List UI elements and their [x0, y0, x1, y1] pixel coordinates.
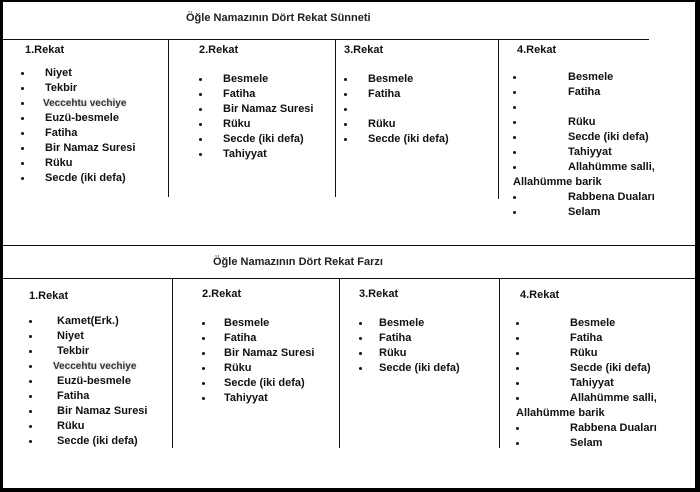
sunnet-column-4 — [513, 44, 655, 218]
list-item: Fatiha — [202, 331, 314, 346]
sunnet-column-2-heading: 2.Rekat — [199, 44, 239, 56]
farz-top-rule — [3, 278, 695, 279]
list-item: Secde (iki defa) — [516, 361, 657, 376]
farz-column-2-heading: 2.Rekat — [202, 288, 242, 300]
list-item: Besmele — [359, 316, 460, 331]
list-item: Fatiha — [513, 85, 655, 100]
farz-divider-3 — [499, 278, 500, 448]
farz-column-4-heading: 4.Rekat — [520, 289, 560, 301]
farz-column-3-heading: 3.Rekat — [359, 288, 399, 300]
list-item: Rabbena Duaları — [513, 190, 655, 205]
list-item: Rüku — [202, 361, 314, 376]
list-item: Rüku — [199, 117, 313, 132]
list-item: Kamet(Erk.) — [29, 314, 147, 329]
list-item: Secde (iki defa) — [359, 361, 460, 376]
list-item: Selam — [516, 436, 657, 451]
farz-column-2 — [202, 288, 315, 404]
list-item: Secde (iki defa) — [344, 132, 449, 147]
farz-title: Öğle Namazının Dört Rekat Farzı — [213, 256, 383, 268]
farz-column-1-heading: 1.Rekat — [29, 290, 69, 302]
list-item: Bir Namaz Suresi — [19, 141, 135, 156]
farz-column-1 — [29, 290, 148, 447]
list-item: Rüku — [19, 156, 135, 171]
list-item — [513, 100, 655, 115]
list-item: Rüku — [516, 346, 657, 361]
document-page — [3, 2, 695, 488]
list-item: Niyet — [29, 329, 147, 344]
list-item: Secde (iki defa) — [199, 132, 313, 147]
list-item: Veccehtu vechiye — [29, 359, 147, 374]
list-item: Rüku — [359, 346, 460, 361]
farz-column-3 — [359, 288, 460, 374]
list-item: Secde (iki defa) — [202, 376, 314, 391]
list-item: Fatiha — [344, 87, 449, 102]
list-item: Tahiyyat — [513, 145, 655, 160]
list-item: Fatiha — [199, 87, 313, 102]
sunnet-column-3 — [344, 44, 449, 145]
list-item: Besmele — [199, 72, 313, 87]
sunnet-column-1-heading: 1.Rekat — [25, 44, 65, 56]
list-item: Allahümme salli, Allahümme barik — [516, 392, 657, 419]
sunnet-column-3-heading: 3.Rekat — [344, 44, 384, 56]
list-item: Fatiha — [29, 389, 147, 404]
list-item: Secde (iki defa) — [29, 434, 147, 449]
list-item: Euzü-besmele — [29, 374, 147, 389]
list-item: Tekbir — [19, 81, 135, 96]
list-item: Rüku — [29, 419, 147, 434]
sunnet-column-4-heading: 4.Rekat — [517, 44, 557, 56]
list-item: Tahiyyat — [202, 391, 314, 406]
list-item: Secde (iki defa) — [513, 130, 655, 145]
list-item: Tekbir — [29, 344, 147, 359]
list-item: Fatiha — [516, 331, 657, 346]
list-item: Bir Namaz Suresi — [199, 102, 313, 117]
list-item: Fatiha — [359, 331, 460, 346]
list-item: Besmele — [344, 72, 449, 87]
list-item: Niyet — [19, 66, 135, 81]
list-item: Veccehtu vechiye — [19, 96, 135, 111]
list-item: Fatiha — [19, 126, 135, 141]
list-item: Besmele — [513, 70, 655, 85]
sunnet-divider-1 — [168, 39, 169, 197]
sunnet-column-2 — [199, 44, 314, 160]
list-item: Bir Namaz Suresi — [29, 404, 147, 419]
list-item: Allahümme salli, Allahümme barik — [513, 161, 655, 188]
list-item: Secde (iki defa) — [19, 171, 135, 186]
list-item — [344, 102, 449, 117]
section-separator — [3, 245, 695, 246]
farz-divider-1 — [172, 278, 173, 448]
list-item: Tahiyyat — [199, 147, 313, 162]
sunnet-title: Öğle Namazının Dört Rekat Sünneti — [186, 12, 371, 24]
farz-divider-2 — [339, 278, 340, 448]
list-item: Selam — [513, 205, 655, 220]
sunnet-divider-2 — [335, 39, 336, 197]
sunnet-column-1 — [19, 44, 136, 184]
list-item: Besmele — [516, 316, 657, 331]
list-item: Bir Namaz Suresi — [202, 346, 314, 361]
list-item: Tahiyyat — [516, 376, 657, 391]
list-item: Rüku — [513, 115, 655, 130]
list-item: Rüku — [344, 117, 449, 132]
list-item: Besmele — [202, 316, 314, 331]
list-item: Rabbena Duaları — [516, 421, 657, 436]
list-item: Euzü-besmele — [19, 111, 135, 126]
sunnet-top-rule — [3, 39, 649, 40]
farz-column-4 — [516, 289, 657, 449]
sunnet-divider-3 — [498, 39, 499, 199]
